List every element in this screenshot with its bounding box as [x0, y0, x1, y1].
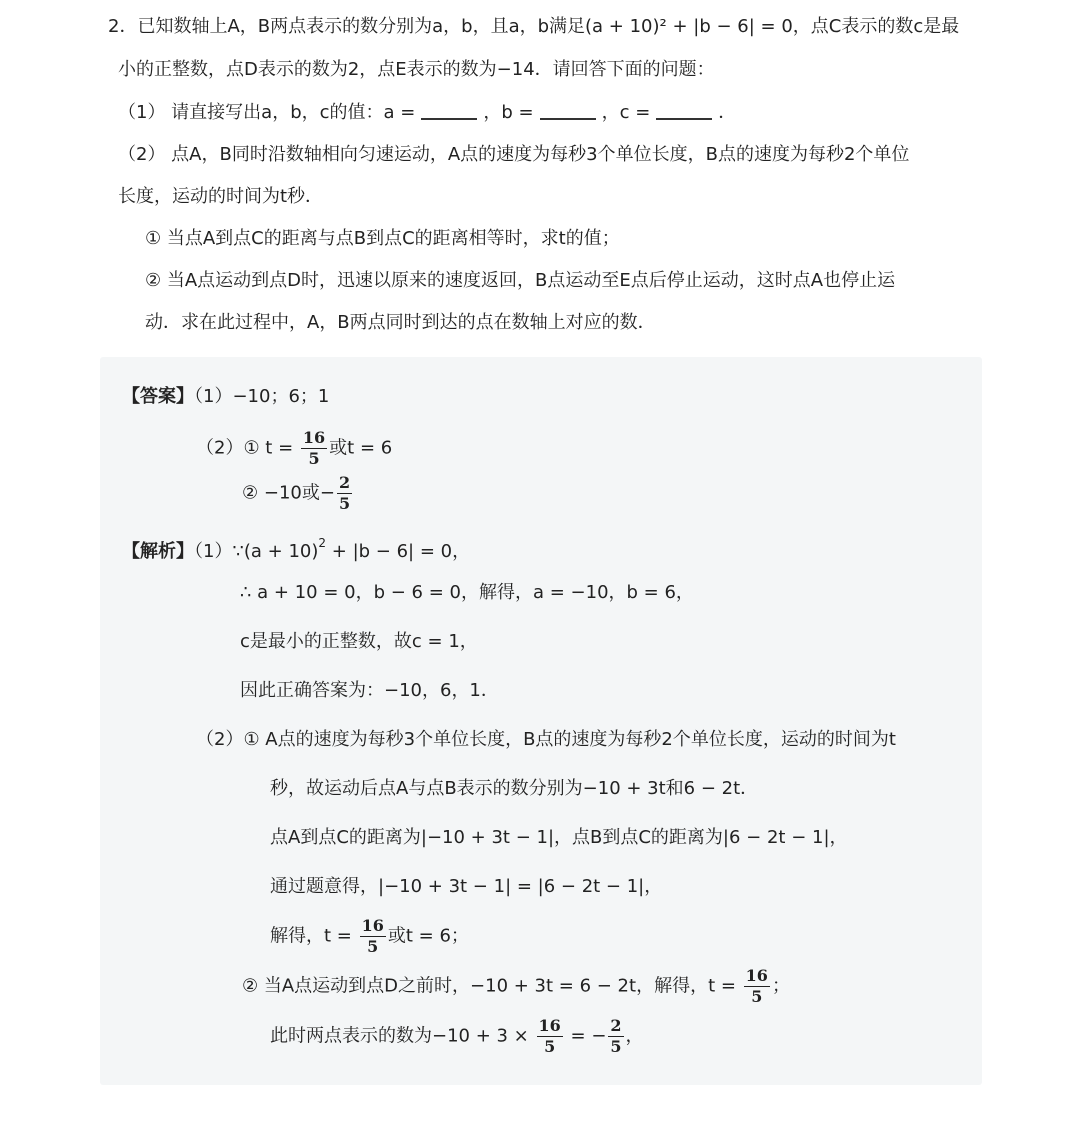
fraction-denominator: 5 — [610, 1037, 622, 1056]
analysis-line-1 — [122, 528, 470, 567]
answer-line-1 — [122, 382, 329, 412]
answer-blank-a — [421, 100, 477, 120]
answer-blank-b — [540, 100, 596, 120]
answer-line-3 — [242, 473, 354, 514]
analysis-fraction-2-5 — [608, 1016, 623, 1057]
question-blank-b-label: ，b = — [483, 102, 534, 123]
analysis-tag: 【解析】 — [122, 541, 194, 562]
answer-blank-c — [656, 100, 712, 120]
analysis-line-3: c是最小的正整数，故c = 1， — [240, 631, 478, 652]
analysis-line-4: 因此正确答案为：−10，6，1． — [240, 680, 499, 701]
question-line-1: 2．已知数轴上A，B两点表示的数分别为a，b，且a，b满足(a + 10)² + |b − 6| = 0，点C表示的数c是最 — [108, 16, 960, 37]
analysis-line-10 — [242, 966, 790, 1007]
analysis-line-5: （2）① A点的速度为每秒3个单位长度，B点的速度为每秒2个单位长度，运动的时间为t — [196, 729, 896, 750]
question-part-1 — [118, 98, 736, 128]
analysis-line-9 — [270, 916, 469, 957]
analysis-l10-prefix: ② 当A点运动到点D之前时，−10 + 3t = 6 − 2t，解得，t = — [242, 975, 736, 997]
analysis-line-7: 点A到点C的距离为|−10 + 3t − 1|，点B到点C的距离为|6 − 2t − 1|， — [270, 827, 848, 848]
fraction-denominator: 5 — [367, 937, 379, 956]
fraction-numerator: 16 — [302, 428, 326, 447]
question-sub-2-line-1: ② 当A点运动到点D时，迅速以原来的速度返回，B点运动至E点后停止运动，这时点A也停止运 — [145, 270, 896, 291]
answer-part-3-prefix: ② −10或− — [242, 482, 335, 504]
fraction-numerator: 2 — [610, 1016, 622, 1035]
question-part-2-line-1: （2） 点A，B同时沿数轴相向匀速运动，A点的速度为每秒3个单位长度，B点的速度为每秒2个单位 — [118, 144, 910, 165]
answer-part-2-suffix: 或t = 6 — [329, 437, 393, 459]
analysis-l9-prefix: 解得，t = — [270, 925, 352, 947]
question-part-1-text: （1） 请直接写出a，b，c的值：a = — [118, 102, 416, 123]
analysis-fraction-16-5-c — [537, 1016, 563, 1057]
analysis-l10-suffix: ； — [771, 975, 790, 997]
question-part-2-line-2: 长度，运动的时间为t秒． — [118, 186, 324, 207]
analysis-line-6: 秒，故运动后点A与点B表示的数分别为−10 + 3t和6 − 2t． — [270, 778, 759, 799]
analysis-l11-prefix: 此时两点表示的数为−10 + 3 × — [270, 1025, 529, 1047]
answer-fraction-16-5 — [301, 428, 327, 469]
analysis-l11-suffix: ， — [625, 1025, 644, 1047]
analysis-fraction-16-5 — [360, 916, 386, 957]
question-blank-c-label: ，c = — [601, 102, 651, 123]
question-blank-end: ． — [718, 102, 737, 123]
answer-part-1: （1）−10；6；1 — [194, 386, 330, 407]
fraction-denominator: 5 — [751, 987, 763, 1006]
analysis-line-11 — [270, 1016, 644, 1057]
fraction-numerator: 16 — [538, 1016, 561, 1035]
answer-tag: 【答案】 — [122, 386, 194, 407]
analysis-line-8: 通过题意得，|−10 + 3t − 1| = |6 − 2t − 1|， — [270, 876, 663, 897]
question-sub-1: ① 当点A到点C的距离与点B到点C的距离相等时，求t的值； — [145, 228, 620, 249]
analysis-line-2: ∴ a + 10 = 0，b − 6 = 0，解得，a = −10，b = 6， — [240, 582, 694, 603]
question-sub-2-line-2: 动．求在此过程中，A，B两点同时到达的点在数轴上对应的数． — [145, 312, 656, 333]
question-line-2: 小的正整数，点D表示的数为2，点E表示的数为−14．请回答下面的问题： — [118, 59, 715, 80]
fraction-numerator: 2 — [338, 473, 351, 492]
answer-fraction-2-5 — [337, 473, 352, 514]
fraction-denominator: 5 — [338, 494, 351, 513]
answer-part-2-prefix: （2）① t = — [196, 437, 294, 459]
fraction-numerator: 16 — [361, 916, 384, 935]
fraction-denominator: 5 — [544, 1037, 556, 1056]
fraction-denominator: 5 — [308, 449, 320, 468]
analysis-l1-prefix: （1）∵(a + 10) — [194, 541, 319, 562]
analysis-l9-suffix: 或t = 6； — [387, 925, 469, 947]
fraction-numerator: 16 — [745, 966, 768, 985]
analysis-l1-suffix: + |b − 6| = 0， — [326, 541, 471, 562]
answer-line-2 — [196, 428, 392, 469]
analysis-fraction-16-5-b — [744, 966, 770, 1007]
analysis-l1-superscript: 2 — [318, 536, 327, 550]
analysis-l11-mid: = − — [570, 1025, 607, 1047]
